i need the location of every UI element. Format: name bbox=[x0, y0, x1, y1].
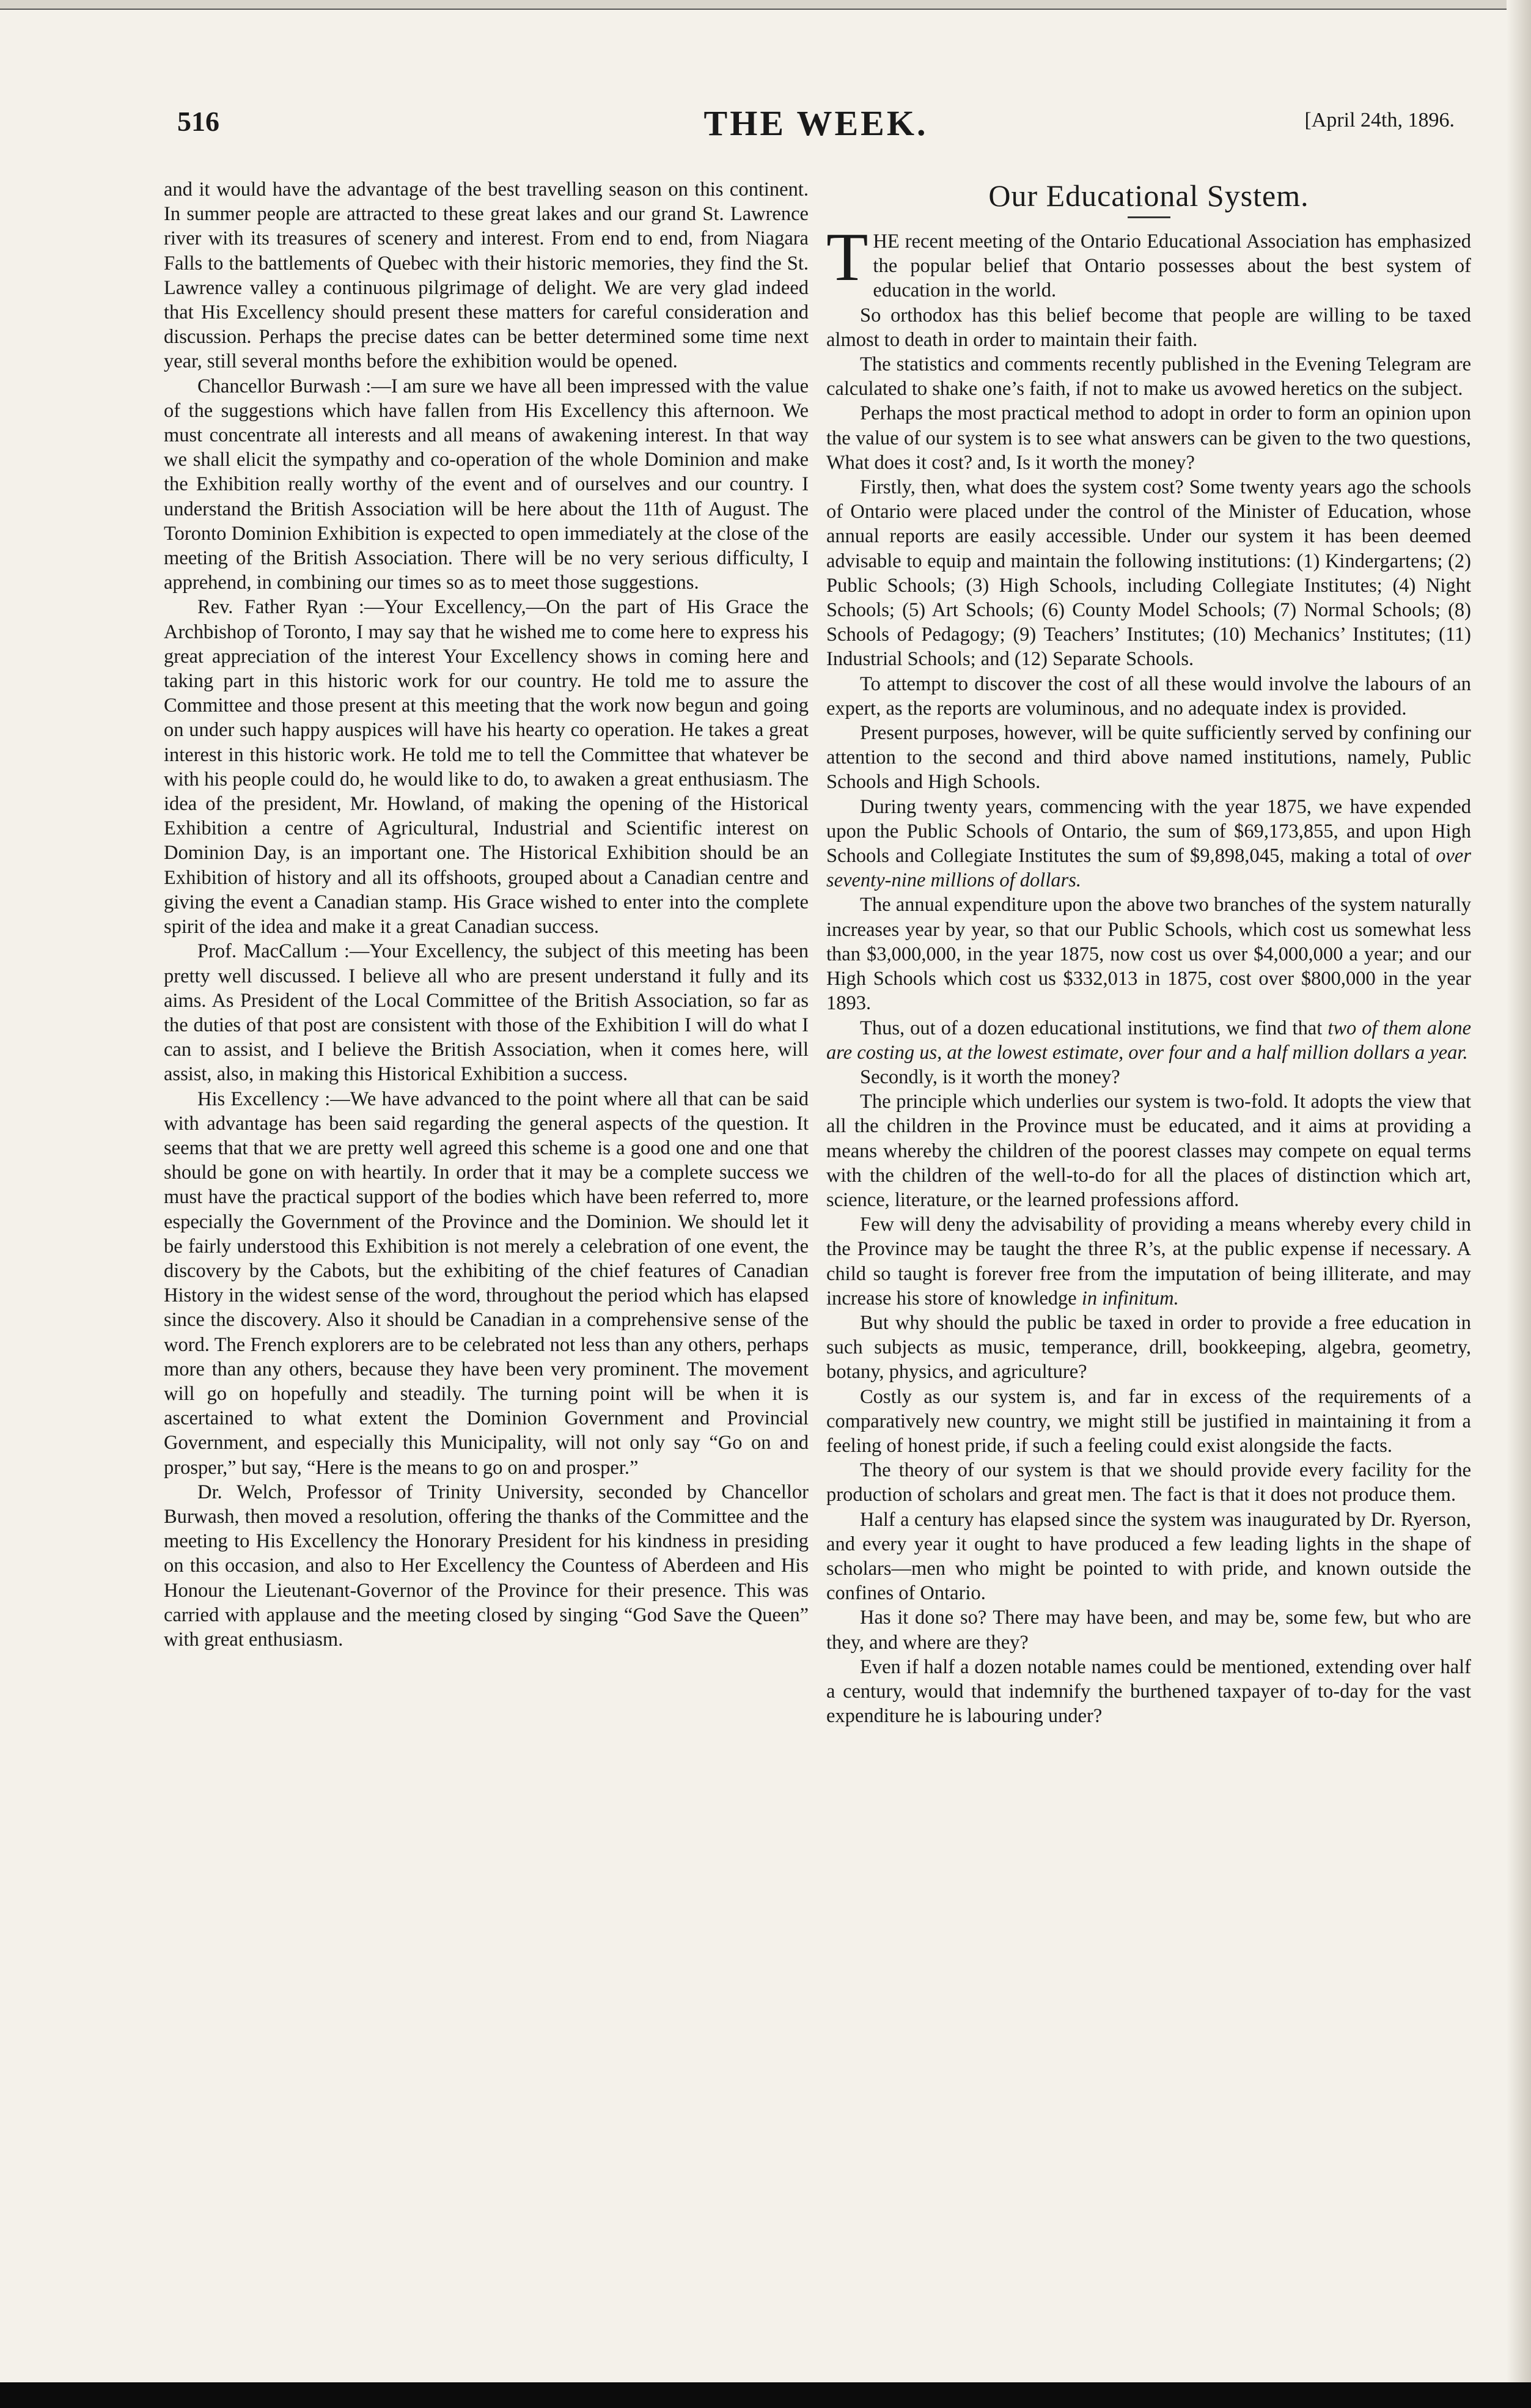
paragraph: Firstly, then, what does the system cost? Some twenty years ago the schools of Ontario were placed under the control of the Minister of Education, whose annual reports are easily accessible. Under our system it has been deemed advisable to equip and maintain the following institutions: (1) Kindergartens; (2) Public Schools; (3) High Schools, including Collegiate Institutes; (4) Night Schools; (5) Art Schools; (6) County Model Schools; (7) Normal Schools; (8) Schools of Pedagogy; (9) Teachers’ Institutes; (10) Mechanics’ Institutes; (11) Industrial Schools; and (12) Separate Schools. bbox=[826, 476, 1471, 671]
top-border bbox=[0, 0, 1531, 10]
paragraph: So orthodox has this belief become that people are willing to be taxed almost to death in order to maintain their faith. bbox=[826, 304, 1471, 351]
paragraph: Secondly, is it worth the money? bbox=[860, 1066, 1120, 1088]
italic-phrase: over seventy-nine millions of dollars. bbox=[826, 845, 1471, 892]
paragraph: Has it done so? There may have been, and may be, some few, but who are they, and where are they? bbox=[826, 1607, 1471, 1654]
paragraph: Even if half a dozen notable names could be mentioned, extending over half a century, would that indemnify the burthened taxpayer of to-day for the vast expenditure he is labouring under? bbox=[826, 1655, 1471, 1728]
paragraph bbox=[826, 795, 1471, 893]
paragraph: Costly as our system is, and far in excess of the requirements of a comparatively new country, we might still be justified in maintaining it from a feeling of honest pride, if such a feeling could exist alongside the facts. bbox=[826, 1385, 1471, 1457]
paragraph: His Excellency :—We have advanced to the point where all that can be said with advantage has been said regarding the general aspects of the question. It seems that that we are pretty well agreed this scheme is a good one and one that should be gone on with heartily. In order that it may be a complete success we must have the practical support of the bodies which have been referred to, more especially the Government of the Province and the Dominion. We should let it be fairly understood this Exhibition is not merely a celebration of one event, the discovery by the Cabots, but the exhibiting of the chief features of Canadian History in the widest sense of the word, throughout the period which has elapsed since the discovery. Also it should be Canadian in a comprehensive sense of the word. The French explorers are to be celebrated not less than any others, perhaps more than any others, because they have been very prominent. The movement will go on hopefully and steadily. The turning point will be when it is ascertained to what extent the Dominion Government and Provincial Government, and especially this Municipality, will not only say “Go on and prosper,” but say, “Here is the means to go on and prosper.” bbox=[164, 1088, 809, 1479]
issue-date: [April 24th, 1896. bbox=[1304, 109, 1455, 131]
page-header bbox=[177, 105, 1455, 142]
paragraph: Dr. Welch, Professor of Trinity University, seconded by Chancellor Burwash, then moved a resolution, offering the thanks of the Committee and the meeting to His Excellency the Honorary President for his kindness in presiding on this occasion, and also to Her Excellency the Countess of Aberdeen and His Honour the Lieutenant-Governor of the Province for their presence. This was carried with applause and the meeting closed by singing “God Save the Queen” with great enthusiasm. bbox=[164, 1481, 809, 1651]
bottom-border bbox=[0, 2382, 1531, 2408]
paragraph: To attempt to discover the cost of all these would involve the labours of an expert, as the reports are voluminous, and no adequate index is provided. bbox=[826, 672, 1471, 720]
paragraph: Present purposes, however, will be quite sufficiently served by confining our attention to the second and third above named institutions, namely, Public Schools and High Schools. bbox=[826, 722, 1471, 793]
drop-cap: T bbox=[826, 219, 868, 295]
paragraph: Prof. MacCallum :—Your Excellency, the subject of this meeting has been pretty well discussed. I believe all who are present understand it fully and its aims. As President of the Local Committee of the British Association, so far as the duties of that post are consistent with those of the Exhibition I will do what I can to assist, and I believe the British Association, when it comes here, will assist, also, in making this Historical Exhibition a success. bbox=[164, 940, 809, 1086]
italic-phrase: two of them alone are costing us, at the lowest estimate, over four and a half million dollars a year. bbox=[826, 1017, 1472, 1064]
paragraph: Half a century has elapsed since the system was inaugurated by Dr. Ryerson, and every year it ought to have produced a few leading lights in the shape of scholars—men who might be pointed to with pride, and known outside the confines of Ontario. bbox=[826, 1508, 1471, 1605]
paragraph: The principle which underlies our system is two-fold. It adopts the view that all the children in the Province must be educated, and it aims at providing a means whereby the children of the poorest classes may compete on equal terms with the children of the well-to-do for all the places of distinction which art, science, literature, or the learned professions afford. bbox=[826, 1091, 1471, 1211]
left-column bbox=[164, 177, 809, 1652]
italic-phrase: in infinitum. bbox=[1081, 1287, 1179, 1309]
paragraph bbox=[826, 1016, 1471, 1065]
paragraph: Perhaps the most practical method to adopt in order to form an opinion upon the value of our system is to see what answers can be given to the two questions, What does it cost? and, Is it worth the money? bbox=[826, 402, 1471, 474]
lead-text: HE recent meeting of the Ontario Educational Association has emphasized the popular belief that Ontario possesses about the best system of education in the world. bbox=[873, 230, 1471, 302]
paragraph: But why should the public be taxed in order to provide a free education in such subjects as music, temperance, drill, bookkeeping, algebra, geometry, botany, physics, and agriculture? bbox=[826, 1311, 1471, 1383]
lead-paragraph bbox=[826, 219, 1471, 303]
masthead: THE WEEK. bbox=[703, 103, 928, 143]
page-number: 516 bbox=[177, 106, 219, 137]
paragraph-text: During twenty years, commencing with the year 1875, we have expended upon the Public Schools of Ontario, the sum of $69,173,855, and upon High Schools and Collegiate Institutes the sum of $9,898,045, making a total of bbox=[826, 795, 1471, 867]
title-divider bbox=[1128, 216, 1170, 218]
article-title: Our Educational System. bbox=[988, 179, 1309, 213]
paragraph: Rev. Father Ryan :—Your Excellency,—On the part of His Grace the Archbishop of Toronto, I may say that he wished me to come here to express his great appreciation of the interest Your Excellency shows in coming here and taking part in this historic work for our country. He told me to assure the Committee and those present at this meeting that the work now begun and going on under such happy auspices will have his hearty co operation. He takes a great interest in this historic work. He told me to tell the Committee that whatever be with his people could do, he would like to do, to awaken a great enthusiasm. The idea of the president, Mr. Howland, of making the opening of the Historical Exhibition a centre of Agricultural, Industrial and Scientific interest on Dominion Day, is an important one. The Historical Exhibition should be an Exhibition of history and all its offshoots, grouped about a Canadian centre and giving the event a Canadian stamp. His Grace wished to enter into the complete spirit of the idea and make it a great Canadian success. bbox=[164, 596, 809, 938]
paragraph-text: Few will deny the advisability of providing a means whereby every child in the Province may be taught the three R’s, at the public expense if necessary. A child so taught is forever free from the imputation of being illiterate, and may increase his store of knowledge bbox=[826, 1213, 1471, 1309]
paragraph: and it would have the advantage of the best travelling season on this continent. In summer people are attracted to these great lakes and our grand St. Lawrence river with its treasures of scenery and interest. From end to end, from Niagara Falls to the battlements of Quebec with their historic memories, they find the St. Lawrence valley a continuous pilgrimage of delight. We are very glad indeed that His Excellency should present these matters for careful consideration and discussion. Perhaps the precise dates can be better determined some time next year, still several months before the exhibition would be opened. bbox=[164, 179, 809, 373]
page-edge-shadow bbox=[1507, 0, 1531, 2408]
paragraph bbox=[826, 1212, 1471, 1311]
paragraph: The theory of our system is that we should provide every facility for the production of scholars and great men. The fact is that it does not produce them. bbox=[826, 1459, 1471, 1506]
paragraph: The statistics and comments recently published in the Evening Telegram are calculated to shake one’s faith, if not to make us avowed heretics on the subject. bbox=[826, 353, 1471, 400]
paragraph-text: Thus, out of a dozen educational institutions, we find that bbox=[860, 1017, 1323, 1039]
paragraph: The annual expenditure upon the above two branches of the system naturally increases year by year, so that our Public Schools, which cost us somewhat less than $3,000,000, in the year 1875, now cost us over $4,000,000 a year; and our High Schools which cost us $332,013 in 1875, cost over $800,000 in the year 1893. bbox=[826, 894, 1471, 1015]
right-column bbox=[826, 177, 1471, 1728]
paragraph: Chancellor Burwash :—I am sure we have all been impressed with the value of the suggestions which have fallen from His Excellency this afternoon. We must concentrate all interests and all means of awakening interest. In that way we shall elicit the sympathy and co-operation of the whole Dominion and make the Exhibition really worthy of the event and of ourselves and our country. I understand the British Association will be here about the 11th of August. The Toronto Dominion Exhibition is expected to open immediately at the close of the meeting of the British Association. There will be no very serious difficulty, I apprehend, in combining our times so as to meet those suggestions. bbox=[164, 375, 809, 594]
